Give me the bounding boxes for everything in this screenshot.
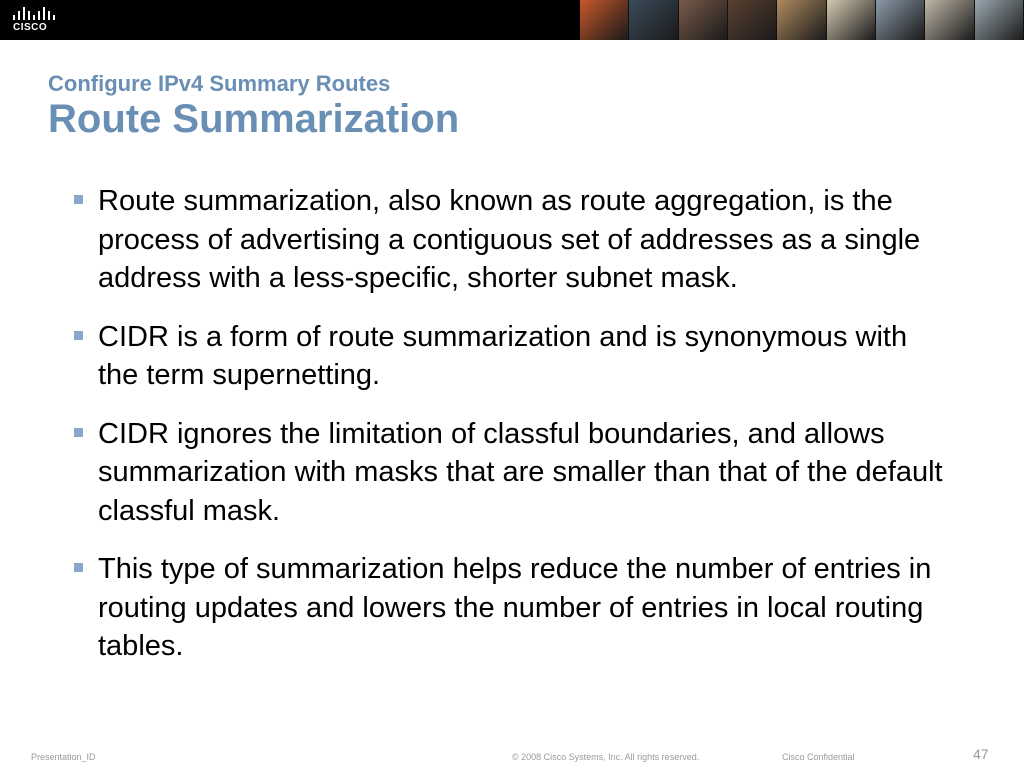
bullet-text: Route summarization, also known as route aggregation, is the process of advertising a contiguous set of addresses as a single address with a less-specific, shorter subnet mask. (98, 185, 921, 294)
bullet-text: CIDR is a form of route summarization and is synonymous with the term supernetting. (98, 320, 908, 391)
header-photo (925, 0, 974, 40)
copyright-text: © 2008 Cisco Systems, Inc. All rights reserved. (512, 752, 700, 762)
bullet-item (72, 415, 952, 531)
header-photo (728, 0, 777, 40)
square-bullet-icon (74, 331, 83, 340)
header-photo (580, 0, 629, 40)
square-bullet-icon (74, 428, 83, 437)
bullet-list (72, 182, 952, 686)
square-bullet-icon (74, 195, 83, 204)
header-bar (0, 0, 1024, 40)
page-number: 47 (973, 746, 989, 762)
header-photo (629, 0, 678, 40)
confidential-label: Cisco Confidential (782, 752, 855, 762)
square-bullet-icon (74, 563, 83, 572)
bullet-item (72, 318, 952, 395)
title-block (48, 72, 459, 142)
presentation-id: Presentation_ID (31, 752, 96, 762)
header-photo (827, 0, 876, 40)
cisco-logo-text: CISCO (13, 22, 48, 33)
bullet-item (72, 550, 952, 666)
bullet-item (72, 182, 952, 298)
cisco-bars-icon (12, 6, 58, 22)
bullet-text: This type of summarization helps reduce the number of entries in routing updates and lowers the number of entries in local routing tables. (98, 553, 932, 662)
header-photo (975, 0, 1024, 40)
bullet-text: CIDR ignores the limitation of classful boundaries, and allows summarization with masks that are smaller than that of the default classful mask. (98, 417, 943, 527)
cisco-logo (10, 5, 62, 35)
slide-subtitle: Configure IPv4 Summary Routes (48, 71, 391, 96)
slide-title: Route Summarization (48, 97, 460, 141)
header-photo (777, 0, 826, 40)
photo-strip (580, 0, 1024, 40)
header-photo (679, 0, 728, 40)
header-photo (876, 0, 925, 40)
